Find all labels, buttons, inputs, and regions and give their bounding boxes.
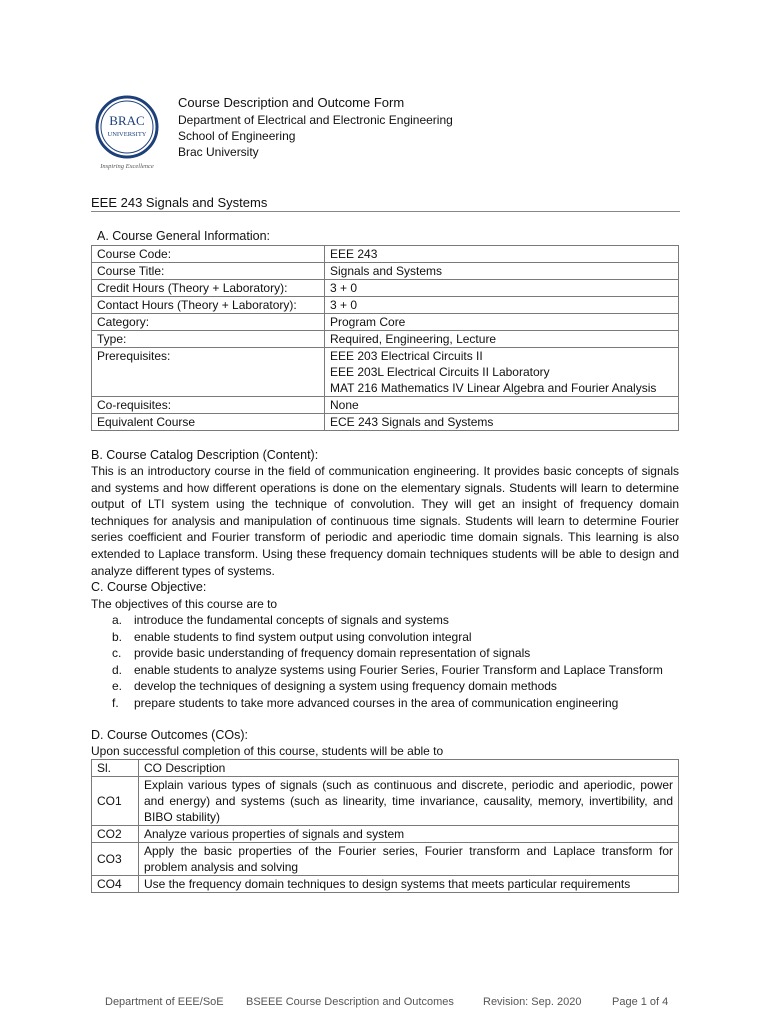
objective-text: enable students to find system output using convolution integral <box>134 629 472 644</box>
objectives-intro: The objectives of this course are to <box>91 597 278 611</box>
co-id: CO4 <box>92 876 139 893</box>
co-description: Explain various types of signals (such as continuous and discrete, periodic and aperiodic, power and energy) and systems (such as linearity, time invariance, causality, memory, invertibility, and BIBO stability) <box>139 777 679 826</box>
info-row <box>92 397 679 414</box>
objective-item <box>112 629 663 646</box>
info-key: Course Title: <box>92 263 325 280</box>
info-value: ECE 243 Signals and Systems <box>325 414 679 431</box>
objective-letter: e. <box>112 679 123 693</box>
objective-item <box>112 662 663 679</box>
section-d-title: D. Course Outcomes (COs): <box>91 728 248 742</box>
info-key: Prerequisites: <box>92 348 325 397</box>
co-header-desc: CO Description <box>139 760 679 777</box>
co-row <box>92 777 679 826</box>
objective-text: introduce the fundamental concepts of signals and systems <box>134 613 449 627</box>
co-id: CO3 <box>92 843 139 876</box>
section-c-title: C. Course Objective: <box>91 580 207 594</box>
info-row <box>92 297 679 314</box>
section-b-title: B. Course Catalog Description (Content): <box>91 448 319 462</box>
info-row <box>92 331 679 348</box>
info-value: 3 + 0 <box>325 280 679 297</box>
co-table-header-row <box>92 760 679 777</box>
footer-department: Department of EEE/SoE <box>105 996 224 1008</box>
school-name: School of Engineering <box>178 129 296 143</box>
form-title: Course Description and Outcome Form <box>178 95 405 110</box>
prerequisite-item: EEE 203 Electrical Circuits II <box>330 349 483 363</box>
objective-item <box>112 695 663 712</box>
info-value: Required, Engineering, Lecture <box>325 331 679 348</box>
info-value: EEE 243 <box>325 246 679 263</box>
co-row <box>92 876 679 893</box>
prerequisite-item: EEE 203L Electrical Circuits II Laboratory <box>330 365 550 379</box>
info-key: Credit Hours (Theory + Laboratory): <box>92 280 325 297</box>
objective-text: develop the techniques of designing a system using frequency domain methods <box>134 679 557 693</box>
co-header-sl: Sl. <box>92 760 139 777</box>
catalog-description: This is an introductory course in the field of communication engineering. It provides basic concepts of signals and systems and how different operations is done on the elementary signals. Students will learn to determine output of LTI system using the technique of convolution. They will get an insight of frequency domain techniques for analysis and manipulation of continuous time signals. Students will learn to determine Fourier series coefficient and Fourier transform of periodic and aperiodic time domain signals. This learning is also extended to Laplace transform. Using these frequency domain techniques students will be able to design and analyze different types of systems. <box>91 464 679 578</box>
info-key: Course Code: <box>92 246 325 263</box>
co-row <box>92 843 679 876</box>
info-value: None <box>325 397 679 414</box>
info-row <box>92 280 679 297</box>
university-name: Brac University <box>178 145 259 159</box>
objective-letter: d. <box>112 662 123 677</box>
info-row <box>92 414 679 431</box>
document-header <box>178 95 453 160</box>
objective-letter: c. <box>112 646 122 660</box>
co-row <box>92 826 679 843</box>
footer-revision: Revision: Sep. 2020 <box>483 996 582 1008</box>
footer-document: BSEEE Course Description and Outcomes <box>246 996 454 1008</box>
info-value: Program Core <box>325 314 679 331</box>
course-heading: EEE 243 Signals and Systems <box>91 195 268 210</box>
objective-letter: f. <box>112 695 119 710</box>
info-key: Equivalent Course <box>92 414 325 431</box>
co-description: Use the frequency domain techniques to design systems that meets particular requirements <box>139 876 679 893</box>
objective-item <box>112 678 663 695</box>
section-a-title: A. Course General Information: <box>97 229 270 243</box>
objective-text: provide basic understanding of frequency domain representation of signals <box>134 646 531 660</box>
logo-text-brac: BRAC <box>109 113 145 128</box>
info-key: Co-requisites: <box>92 397 325 414</box>
heading-divider <box>91 211 680 212</box>
logo-tagline: Inspiring Excellence <box>100 163 154 170</box>
co-id: CO2 <box>92 826 139 843</box>
info-key: Category: <box>92 314 325 331</box>
general-info-table <box>91 245 679 431</box>
objective-text: enable students to analyze systems using Fourier Series, Fourier Transform and Laplace Transform <box>134 662 663 677</box>
info-row <box>92 314 679 331</box>
prerequisite-item: MAT 216 Mathematics IV Linear Algebra and Fourier Analysis <box>330 381 657 395</box>
objectives-list <box>112 612 663 711</box>
objective-item <box>112 612 663 629</box>
objective-item <box>112 645 663 662</box>
info-row <box>92 263 679 280</box>
objective-letter: b. <box>112 629 123 644</box>
footer-page-number: Page 1 of 4 <box>612 996 669 1008</box>
objective-text: prepare students to take more advanced courses in the area of communication engineering <box>134 695 619 710</box>
info-value: Signals and Systems <box>325 263 679 280</box>
outcomes-intro: Upon successful completion of this course, students will be able to <box>91 744 444 758</box>
brac-university-logo <box>86 92 168 172</box>
info-key: Contact Hours (Theory + Laboratory): <box>92 297 325 314</box>
info-value: 3 + 0 <box>325 297 679 314</box>
info-row <box>92 348 679 397</box>
info-key: Type: <box>92 331 325 348</box>
co-description: Apply the basic properties of the Fourier series, Fourier transform and Laplace transform for problem analysis and solving <box>139 843 679 876</box>
brac-seal-icon <box>86 92 168 172</box>
course-outcomes-table <box>91 759 679 893</box>
department-name: Department of Electrical and Electronic Engineering <box>178 113 453 127</box>
logo-text-university: UNIVERSITY <box>107 131 147 138</box>
co-id: CO1 <box>92 777 139 826</box>
co-description: Analyze various properties of signals and system <box>139 826 679 843</box>
info-row <box>92 246 679 263</box>
info-value <box>325 348 679 397</box>
objective-letter: a. <box>112 613 123 627</box>
